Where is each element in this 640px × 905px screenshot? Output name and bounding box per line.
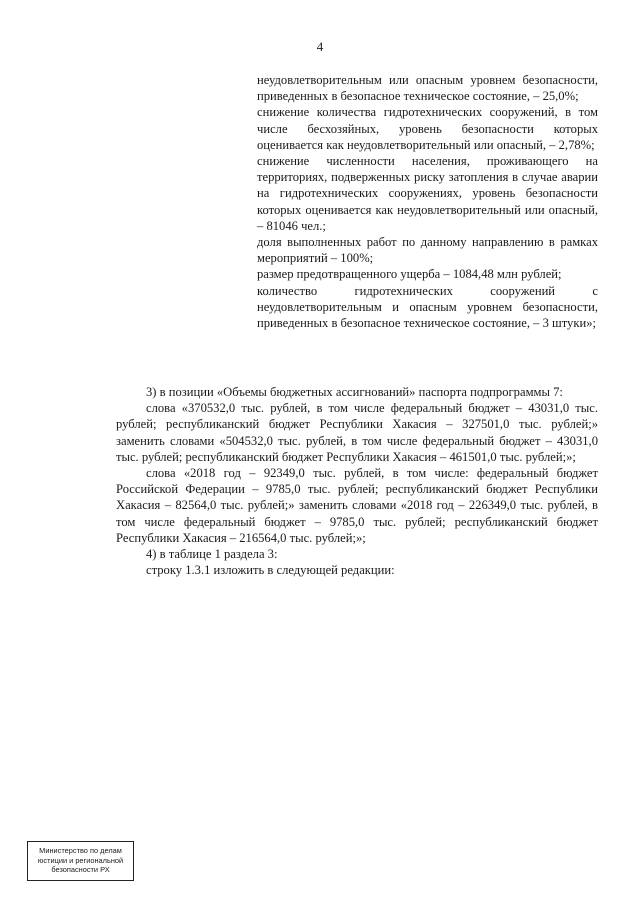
amendment-paragraph: 3) в позиции «Объемы бюджетных ассигнований» паспорта подпрограммы 7: [146, 385, 563, 399]
amendments-text [116, 384, 598, 578]
amendment-paragraph: слова «2018 год – 92349,0 тыс. рублей, в том числе: федеральный бюджет Российской Федерации – 9785,0 тыс. рублей; республиканский бюджет Республики Хакасия – 82564,0 тыс. рублей;» заменить словами «2018 год – 226349,0 тыс. рублей, в том числе федеральный бюджет – 9785,0 тыс. рублей; республиканский бюджет Республики Хакасия – 216564,0 тыс. рублей;»; [116, 466, 598, 545]
stamp-line: безопасности РХ [51, 865, 110, 875]
indicator-item: размер предотвращенного ущерба – 1084,48 млн рублей; [257, 267, 562, 282]
amendment-paragraph: слова «370532,0 тыс. рублей, в том числе федеральный бюджет – 43031,0 тыс. рублей; республиканский бюджет Республики Хакасия – 327501,0 тыс. рублей;» заменить словами «504532,0 тыс. рублей, в том числе федеральный бюджет – 43031,0 тыс. рублей; республиканский бюджет Республики Хакасия – 461501,0 тыс. рублей;»; [116, 401, 598, 464]
indicator-item: снижение численности населения, проживающего на территориях, подверженных риску затопления в случае аварии на гидротехнических сооружениях, уровень безопасности которых оценивается как неудовлетворительный или опасный, – 81046 чел.; [257, 154, 598, 233]
ministry-stamp [27, 841, 134, 881]
indicator-item: доля выполненных работ по данному направлению в рамках мероприятий – 100%; [257, 235, 598, 266]
indicators-list [257, 72, 598, 331]
amendment-paragraph: 4) в таблице 1 раздела 3: [146, 547, 278, 562]
amendment-paragraph: строку 1.3.1 изложить в следующей редакции: [146, 563, 395, 578]
indicator-item: неудовлетворительным или опасным уровнем безопасности, приведенных в безопасное техническое состояние, – 25,0%; [257, 73, 598, 104]
indicator-item: количество гидротехнических сооружений с неудовлетворительным и опасным уровнем безопасности, приведенных в безопасное техническое состояние, – 3 штуки»; [257, 283, 598, 331]
indicator-item: снижение количества гидротехнических сооружений, в том числе бесхозяйных, уровень безопасности которых оценивается как неудовлетворительный или опасный, – 2,78%; [257, 105, 598, 152]
stamp-line: Министерство по делам [39, 846, 122, 855]
page-number: 4 [316, 39, 324, 54]
stamp-line: юстиции и региональной [37, 855, 124, 865]
